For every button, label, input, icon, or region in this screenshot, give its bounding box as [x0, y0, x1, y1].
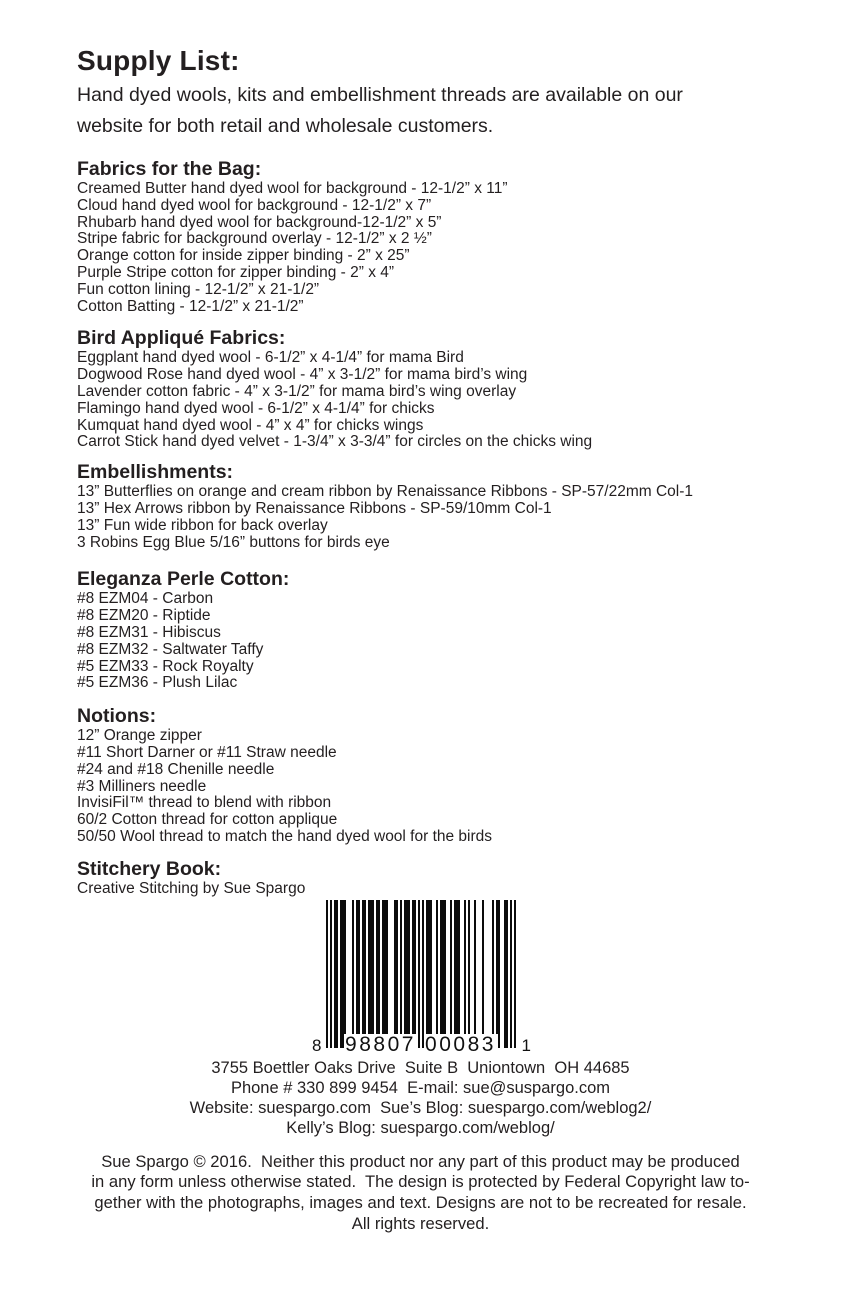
barcode-number-system-digit: 8: [312, 1035, 322, 1055]
copyright-block: [0, 1152, 841, 1235]
section-heading: Notions:: [77, 705, 157, 728]
section-items: [77, 484, 817, 551]
supply-item: #5 EZM36 - Plush Lilac: [77, 674, 238, 692]
supply-item: Dogwood Rose hand dyed wool - 4” x 3-1/2” for mama bird’s wing: [77, 366, 528, 384]
copyright-line: gether with the photographs, images and text. Designs are not to be recreated for resale.: [94, 1193, 747, 1213]
contact-block: [0, 1058, 841, 1139]
contact-line: Website: suespargo.com Sue’s Blog: suespargo.com/weblog2/: [189, 1099, 652, 1118]
section-items: [77, 728, 817, 846]
supply-item: Creamed Butter hand dyed wool for background - 12-1/2” x 11”: [77, 180, 508, 197]
barcode-row: [0, 900, 841, 1056]
intro-text: [77, 80, 817, 141]
supply-item: #5 EZM33 - Rock Royalty: [77, 657, 254, 675]
page-title: Supply List:: [77, 45, 240, 76]
supply-item: InvisiFil™ thread to blend with ribbon: [77, 794, 332, 812]
section-heading: Bird Appliqué Fabrics:: [77, 327, 286, 350]
copyright-line: in any form unless otherwise stated. The design is protected by Federal Copyright law to-: [91, 1172, 750, 1192]
barcode-check-digit: 1: [521, 1035, 531, 1055]
supply-item: #24 and #18 Chenille needle: [77, 760, 275, 778]
barcode-left-digit-group: 98807: [345, 1032, 416, 1056]
supply-item: Flamingo hand dyed wool - 6-1/2” x 4-1/4” for chicks: [77, 399, 435, 417]
supply-item: Creative Stitching by Sue Spargo: [77, 879, 306, 897]
supply-item: 60/2 Cotton thread for cotton applique: [77, 811, 338, 829]
section-items: [77, 591, 817, 692]
upc-barcode: [312, 900, 531, 1056]
supply-item: #3 Milliners needle: [77, 777, 207, 795]
supply-item: Eggplant hand dyed wool - 6-1/2” x 4-1/4” for mama Bird: [77, 349, 464, 367]
supply-item: Cloud hand dyed wool for background - 12-1/2” x 7”: [77, 196, 432, 214]
section-fabrics-for-the-bag: [77, 159, 817, 315]
section-embellishments: [77, 462, 817, 551]
copyright-line: All rights reserved.: [351, 1214, 490, 1234]
sections: [0, 159, 841, 898]
contact-line: Kelly’s Blog: suespargo.com/weblog/: [286, 1119, 555, 1138]
contact-line: 3755 Boettler Oaks Drive Suite B Uniontown OH 44685: [211, 1058, 630, 1077]
supply-item: Purple Stripe cotton for zipper binding - 2” x 4”: [77, 263, 395, 281]
intro-line: Hand dyed wools, kits and embellishment threads are available on our: [77, 84, 683, 106]
supply-item: 3 Robins Egg Blue 5/16” buttons for birds eye: [77, 533, 390, 551]
section-stitchery-book: [77, 859, 817, 898]
supply-item: Rhubarb hand dyed wool for background-12-1/2” x 5”: [77, 213, 442, 231]
section-heading: Eleganza Perle Cotton:: [77, 568, 290, 591]
supply-item: 13” Fun wide ribbon for back overlay: [77, 516, 328, 534]
section-heading: Embellishments:: [77, 461, 234, 484]
supply-item: #8 EZM32 - Saltwater Taffy: [77, 640, 264, 658]
section-items: [77, 350, 817, 451]
supply-item: Orange cotton for inside zipper binding - 2” x 25”: [77, 247, 410, 265]
barcode-bars: [326, 900, 516, 1048]
supply-item: Fun cotton lining - 12-1/2” x 21-1/2”: [77, 280, 320, 298]
supply-item: #8 EZM20 - Riptide: [77, 607, 211, 625]
supply-item: 13” Hex Arrows ribbon by Renaissance Ribbons - SP-59/10mm Col-1: [77, 499, 552, 517]
barcode-right-digit-group: 00083: [425, 1032, 496, 1056]
intro-line: website for both retail and wholesale customers.: [77, 114, 494, 137]
supply-item: #8 EZM04 - Carbon: [77, 590, 214, 608]
section-heading: Stitchery Book:: [77, 857, 222, 880]
supply-item: Kumquat hand dyed wool - 4” x 4” for chicks wings: [77, 416, 424, 434]
supply-item: 50/50 Wool thread to match the hand dyed wool for the birds: [77, 827, 493, 845]
copyright-line: Sue Spargo © 2016. Neither this product nor any part of this product may be produced: [101, 1151, 740, 1171]
section-notions: [77, 706, 817, 846]
section-eleganza-perle-cotton: [77, 569, 817, 692]
section-heading: Fabrics for the Bag:: [77, 158, 262, 180]
supply-item: 12” Orange zipper: [77, 727, 202, 745]
supply-item: Lavender cotton fabric - 4” x 3-1/2” for mama bird’s wing overlay: [77, 382, 517, 400]
section-bird-applique-fabrics: [77, 328, 817, 451]
contact-line: Phone # 330 899 9454 E-mail: sue@suspargo.com: [230, 1078, 611, 1097]
section-items: [77, 181, 817, 315]
supply-item: 13” Butterflies on orange and cream ribbon by Renaissance Ribbons - SP-57/22mm Col-1: [77, 483, 694, 501]
section-items: [77, 881, 817, 898]
supply-item: Stripe fabric for background overlay - 12-1/2” x 2 ½”: [77, 230, 432, 248]
supply-item: Carrot Stick hand dyed velvet - 1-3/4” x 3-3/4” for circles on the chicks wing: [77, 433, 593, 451]
supply-item: #8 EZM31 - Hibiscus: [77, 623, 221, 641]
supply-item: #11 Short Darner or #11 Straw needle: [77, 743, 337, 761]
supply-item: Cotton Batting - 12-1/2” x 21-1/2”: [77, 297, 304, 315]
